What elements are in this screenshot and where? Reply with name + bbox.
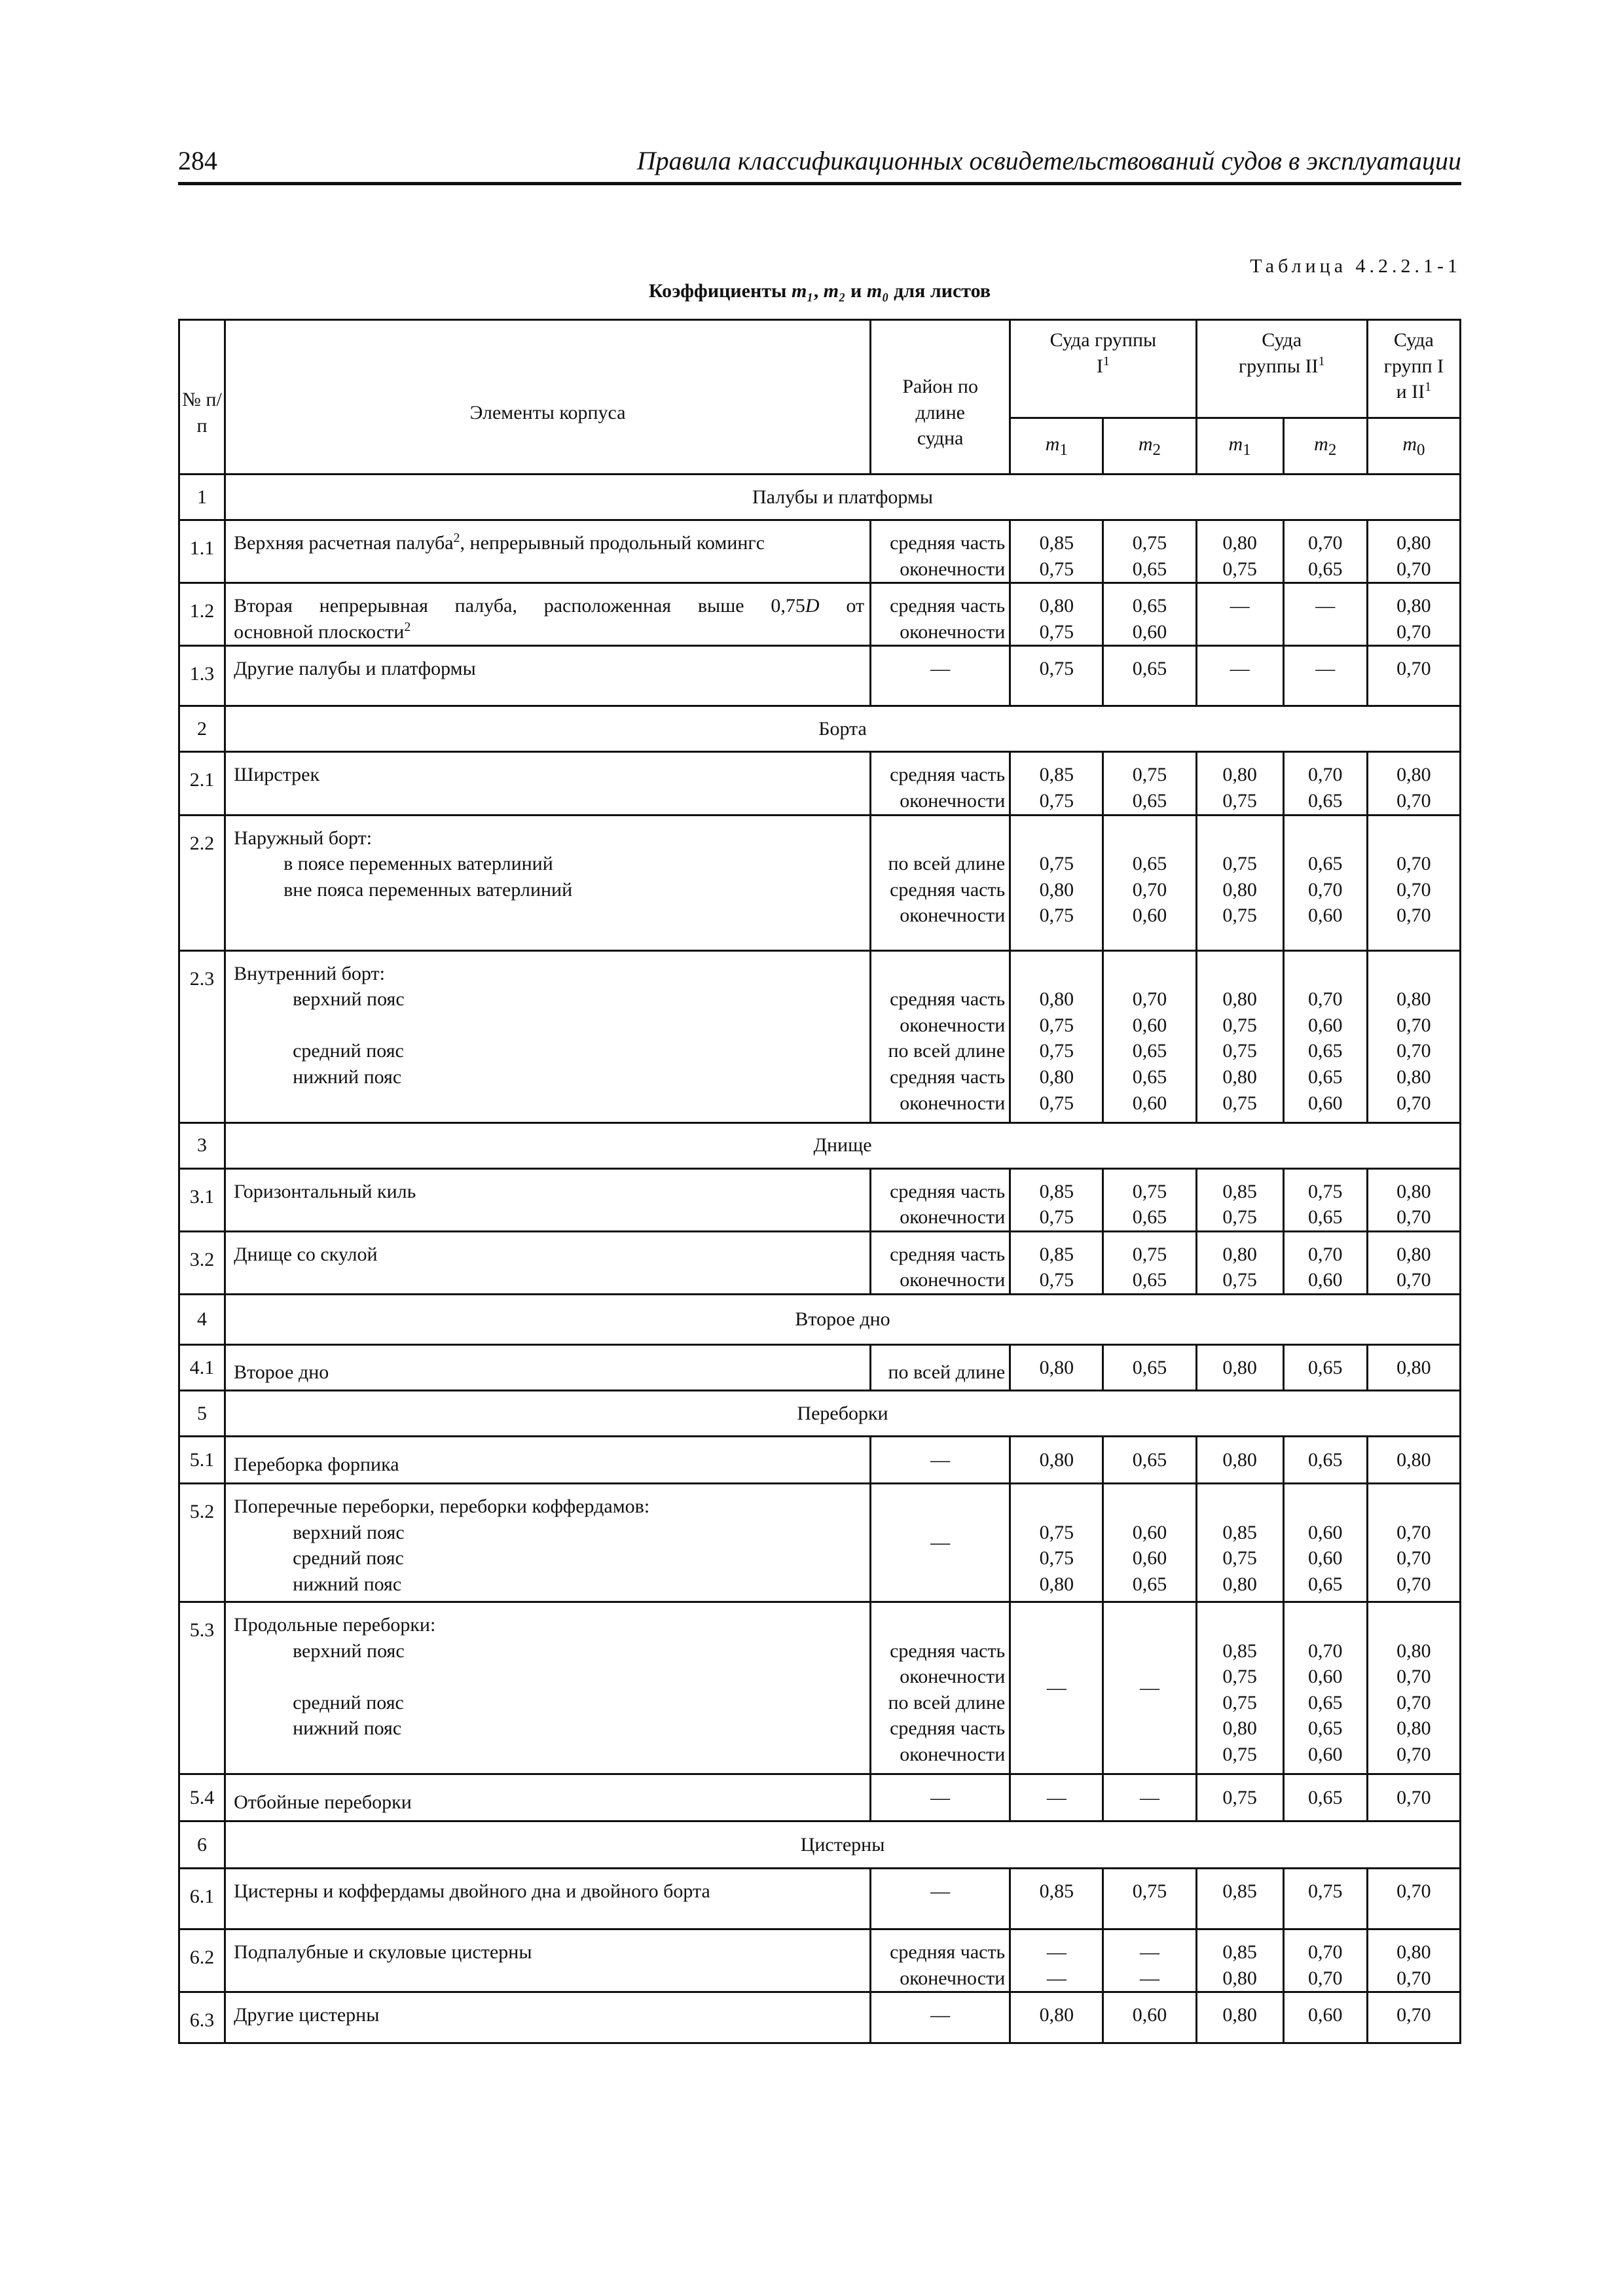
table-row: 2.3 Внутренний борт: верхний пояс средний пояс нижний пояс средняя часть оконечности по всей длине средняя часть оконечности 0,80 0,75 0,75 0,80 0,75 0,70 0,60 0,65 0,65 0,60 0,80 0,75 0,75 0,80 0,75 0,70 0,60 0,65 0,65 0,60 0,80 0,70 0,70 0,80 0,70 [179,950,1461,1122]
section-title: Палубы и платформы [225,475,1461,520]
table-row: 5.2 Поперечные переборки, переборки коффердамов: верхний пояс средний пояс нижний пояс — 0,75 0,75 0,80 0,60 0,60 0,65 0,85 0,75 0,80 0,60 0,60 0,65 0,70 0,70 0,70 [179,1483,1461,1602]
col-header-group2: Суда группы $II^1$ [1196,320,1367,418]
col-header-g1-m1: $m_1$ [1010,418,1103,475]
table-row: 5.4 Отбойные переборки — — — 0,75 0,65 0,70 [179,1774,1461,1821]
col-header-m0: $m_0$ [1367,418,1460,475]
table-row: 6.2 Подпалубные и скуловые цистерны средняя часть оконечности — — — — 0,85 0,80 0,70 0,70 0,80 0,70 [179,1929,1461,1992]
section-row: 6 Цистерны [179,1821,1461,1868]
section-row: 1 Палубы и платформы [179,475,1461,520]
coefficients-table [178,319,1461,2044]
col-header-g2-m1: $m_1$ [1196,418,1283,475]
table-row: 2.2 Наружный борт: в поясе переменных ватерлиний вне пояса переменных ватерлиний по всей длине средняя часть оконечности 0,75 0,80 0,75 0,65 0,70 0,60 0,75 0,80 0,75 0,65 0,70 0,60 0,70 0,70 0,70 [179,815,1461,950]
table-row: 4.1 Второе дно по всей длине 0,80 0,65 0,80 0,65 0,80 [179,1344,1461,1390]
col-header-region: Район по длине судна [871,320,1010,475]
col-header-g1-m2: $m_2$ [1103,418,1196,475]
section-row: 5 Переборки [179,1390,1461,1436]
section-title: Борта [225,706,1461,752]
table-row: 6.3 Другие цистерны — 0,80 0,60 0,80 0,60 0,70 [179,1992,1461,2043]
header-row [179,320,1461,418]
col-header-group1: Суда группы $I^1$ [1010,320,1196,418]
section-title: Цистерны [225,1821,1461,1868]
section-row: 3 Днище [179,1122,1461,1168]
table-row: 5.3 Продольные переборки: верхний пояс средний пояс нижний пояс средняя часть оконечности по всей длине средняя часть оконечности — — 0,85 0,75 0,75 0,80 0,75 0,70 0,60 0,65 0,65 0,60 0,80 0,70 0,70 0,80 0,70 [179,1602,1461,1774]
col-header-group12: Суда групп I и $II^1$ [1367,320,1460,418]
running-title: Правила классификационных освидетельствований судов в эксплуатации [636,146,1461,175]
section-title: Переборки [225,1390,1461,1436]
table-row: 3.2 Днище со скулой средняя часть оконечности 0,85 0,75 0,75 0,65 0,80 0,75 0,70 0,60 0,80 0,70 [179,1231,1461,1294]
table-row: 6.1 Цистерны и коффердамы двойного дна и двойного борта — 0,85 0,75 0,85 0,75 0,70 [179,1868,1461,1929]
section-title: Днище [225,1122,1461,1168]
table-row: 5.1 Переборка форпика — 0,80 0,65 0,80 0,65 0,80 [179,1436,1461,1483]
section-row: 4 Второе дно [179,1294,1461,1344]
table-row: 2.1 Ширстрек средняя часть оконечности 0,85 0,75 0,75 0,65 0,80 0,75 0,70 0,65 0,80 0,70 [179,752,1461,815]
table-row: 3.1 Горизонтальный киль средняя часть оконечности 0,85 0,75 0,75 0,65 0,85 0,75 0,75 0,65 0,80 0,70 [179,1168,1461,1231]
table-caption: Коэффициенты m₁, m₂ и m₀ для листов [648,280,991,302]
col-header-element: Элементы корпуса [225,320,871,475]
table-row: 1.1 Верхняя расчетная палуба$^2$, непрерывный продольный комингс средняя часть оконечности 0,85 0,75 0,75 0,65 0,80 0,75 0,70 0,65 0,80 0,70 [179,520,1461,583]
page-header [178,145,1461,185]
table-number: Таблица 4.2.2.1-1 [1250,255,1461,277]
col-header-num: № п/п [179,320,225,475]
table-row: 1.2 Вторая непрерывная палуба, расположенная выше 0,75D от основной плоскости$^2$ средняя часть оконечности 0,80 0,75 0,65 0,60 — — 0,80 0,70 [179,583,1461,646]
section-row: 2 Борта [179,706,1461,752]
section-title: Второе дно [225,1294,1461,1344]
col-header-g2-m2: $m_2$ [1283,418,1367,475]
table-row: 1.3 Другие палубы и платформы — 0,75 0,65 — — 0,70 [179,646,1461,706]
page-number: 284 [178,146,217,175]
